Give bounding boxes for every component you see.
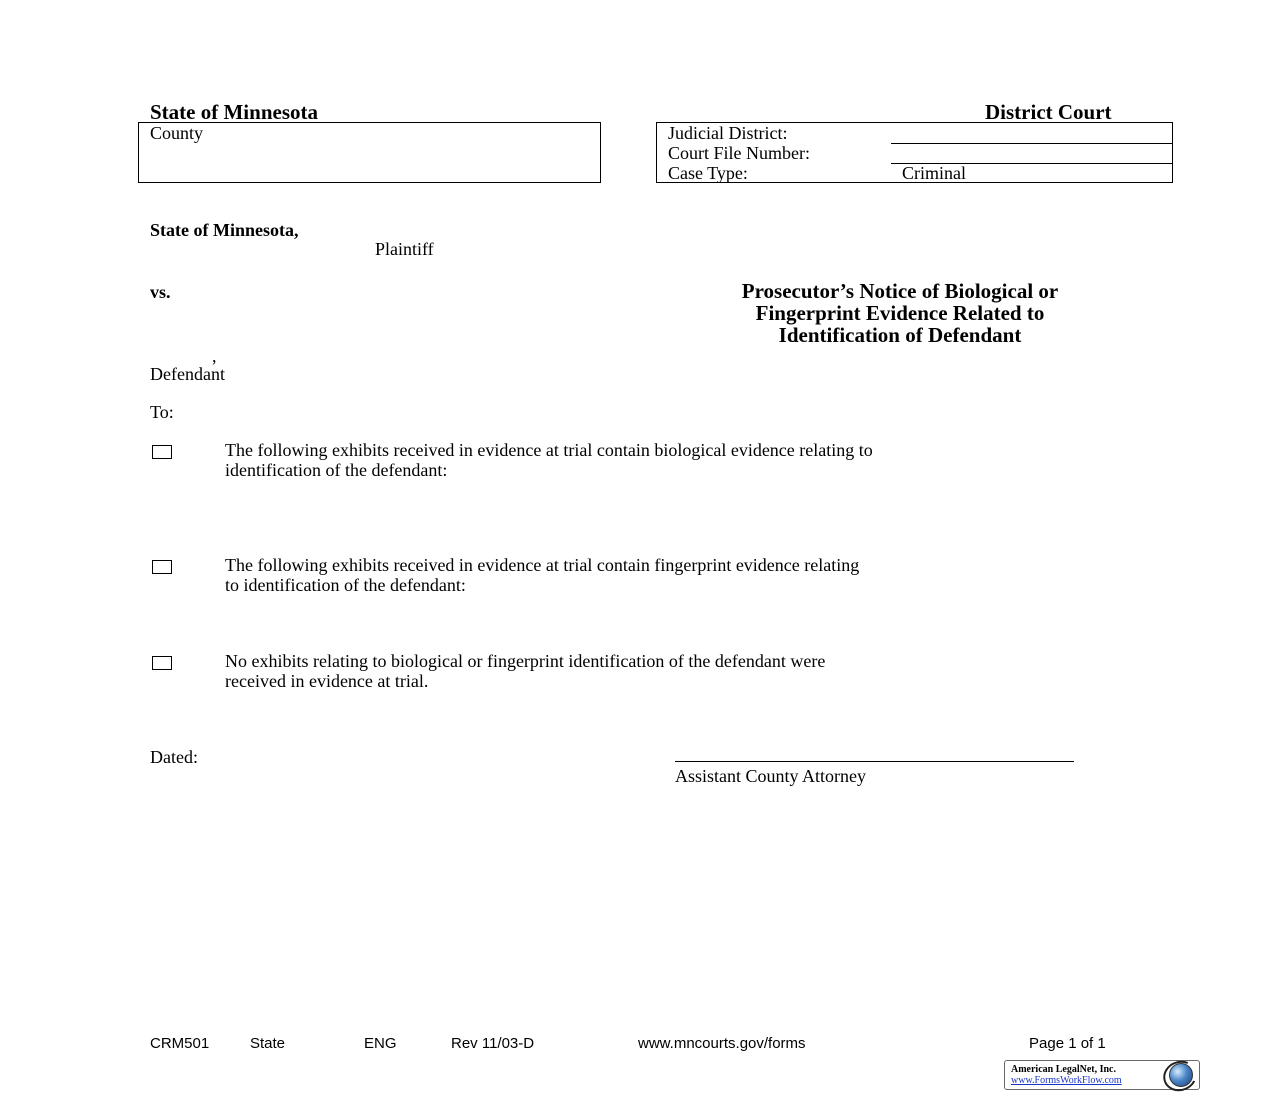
vendor-logo[interactable]: [1004, 1060, 1200, 1090]
fingerprint-evidence-text: [225, 555, 1135, 595]
county-box: [138, 122, 601, 183]
document-title-line-1: Prosecutor’s Notice of Biological or: [741, 279, 1059, 303]
plaintiff-role: Plaintiff: [375, 239, 434, 259]
option-line: to identification of the defendant:: [225, 575, 466, 595]
signer-title: Assistant County Attorney: [675, 766, 867, 786]
footer-website: www.mncourts.gov/forms: [638, 1035, 806, 1052]
vendor-logo-url[interactable]: www.FormsWorkFlow.com: [1011, 1075, 1122, 1086]
document-title-line-2: Fingerprint Evidence Related to: [755, 301, 1045, 325]
court-file-number-label: Court File Number:: [668, 143, 810, 163]
fingerprint-evidence-checkbox[interactable]: [152, 560, 172, 574]
footer-jurisdiction: State: [250, 1035, 286, 1052]
footer-page-number: Page 1 of 1: [1029, 1035, 1106, 1052]
defendant-role: Defendant: [150, 364, 225, 384]
signature-line[interactable]: [675, 761, 1074, 762]
case-type-label: Case Type:: [668, 163, 748, 183]
option-line: identification of the defendant:: [225, 460, 448, 480]
option-line: The following exhibits received in evidence at trial contain biological evidence relating to: [225, 440, 873, 460]
ring-icon: [1159, 1056, 1201, 1096]
judicial-district-label: Judicial District:: [668, 123, 788, 143]
option-line: The following exhibits received in evidence at trial contain fingerprint evidence relating: [225, 555, 860, 575]
vendor-logo-name: American LegalNet, Inc.: [1011, 1064, 1116, 1075]
court-heading: District Court: [985, 100, 1112, 124]
no-exhibits-checkbox[interactable]: [152, 656, 172, 670]
option-line: received in evidence at trial.: [225, 671, 429, 691]
document-title: [660, 280, 1140, 346]
to-label: To:: [150, 402, 174, 422]
defendant-name-field: ,: [212, 346, 217, 366]
document-title-line-3: Identification of Defendant: [778, 323, 1022, 347]
county-label: County: [150, 123, 204, 143]
biological-evidence-text: [225, 440, 1135, 480]
state-heading: State of Minnesota: [150, 100, 318, 124]
no-exhibits-text: [225, 651, 1135, 691]
footer-language: ENG: [364, 1035, 397, 1052]
case-type-value: Criminal: [902, 163, 966, 183]
dated-label: Dated:: [150, 747, 198, 767]
judicial-district-field[interactable]: [891, 143, 1172, 144]
case-info-box: [656, 122, 1173, 183]
footer-revision: Rev 11/03-D: [451, 1035, 535, 1052]
option-line: No exhibits relating to biological or fingerprint identification of the defendant were: [225, 651, 826, 671]
versus-label: vs.: [150, 282, 171, 302]
footer-form-code: CRM501: [150, 1035, 210, 1052]
biological-evidence-checkbox[interactable]: [152, 445, 172, 459]
plaintiff-name: State of Minnesota,: [150, 220, 299, 240]
